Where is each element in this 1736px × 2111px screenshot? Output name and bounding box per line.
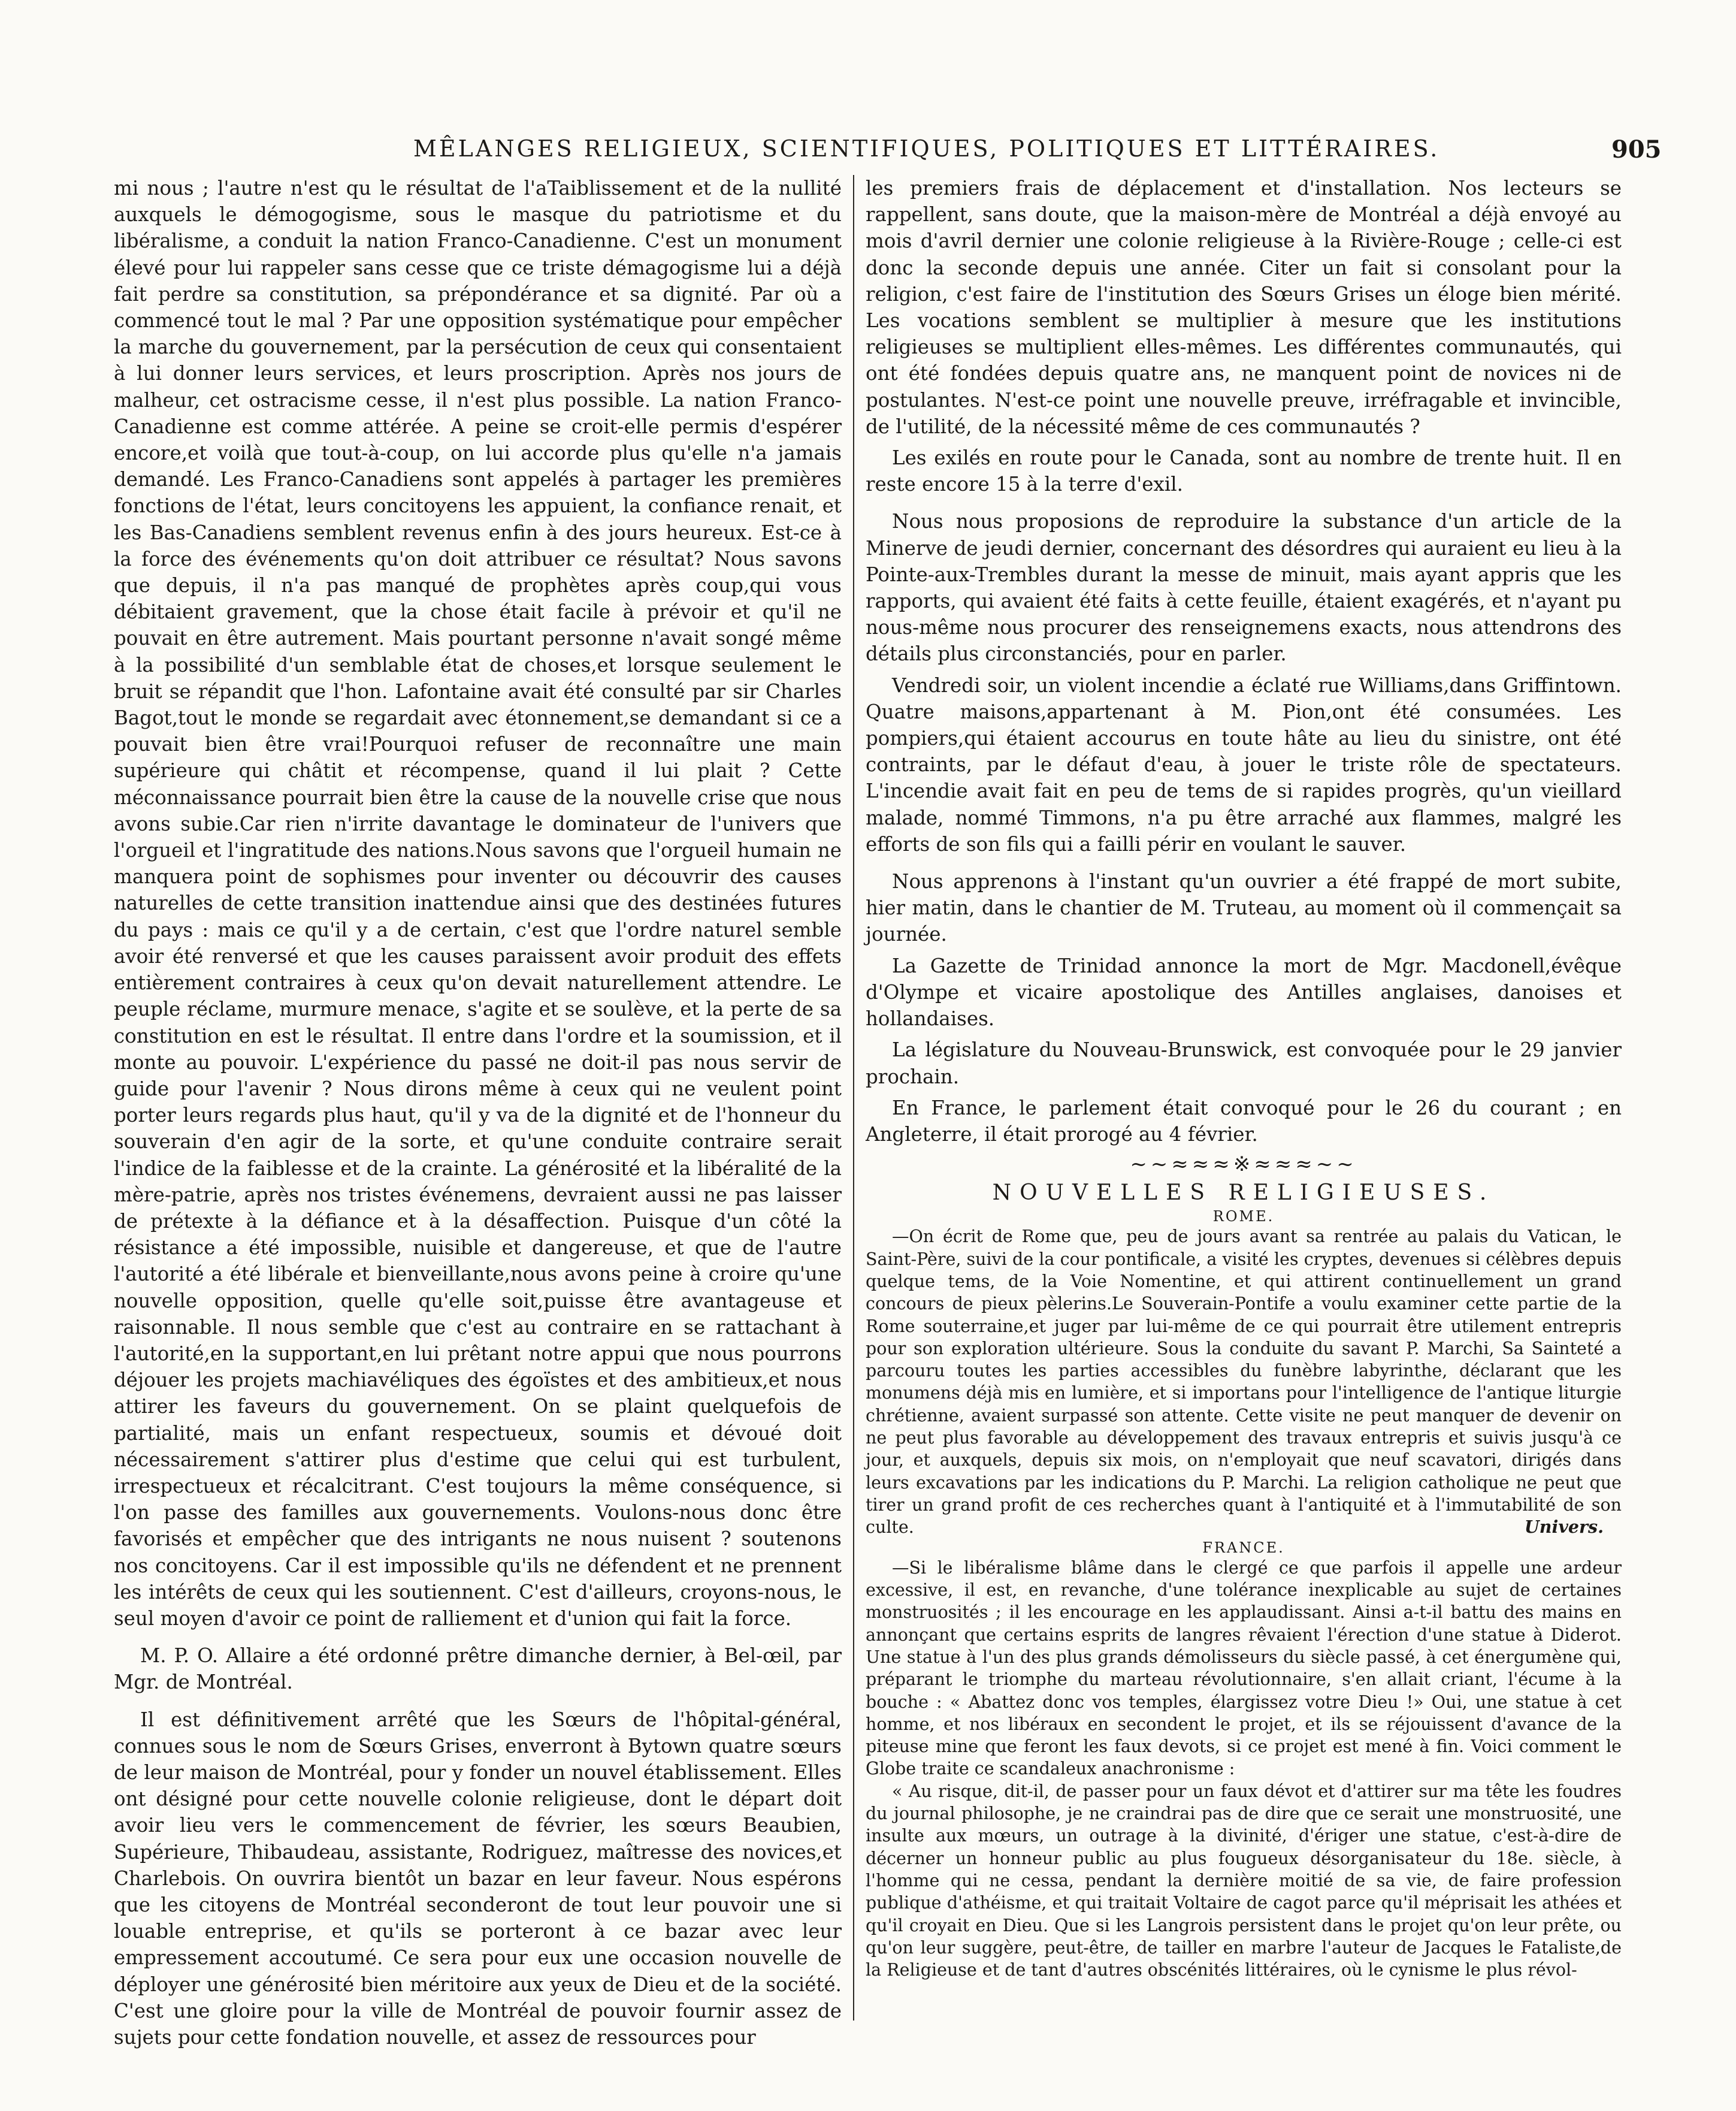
article-paragraph: La législature du Nouveau-Brunswick, est convoquée pour le 29 janvier prochain.	[866, 1038, 1622, 1088]
source-signature: Univers.	[1524, 1517, 1604, 1538]
article-paragraph: Les exilés en route pour le Canada, sont au nombre de trente huit. Il en reste encore 15 à la terre d'exil.	[866, 446, 1622, 496]
article-paragraph: Vendredi soir, un violent incendie a éclaté rue Williams,dans Griffintown. Quatre maisons,appartenant à M. Pion,ont été consumées. Les pompiers,qui étaient accourus en toute hâte au lieu du sinistre, ont été contraints, par le défaut d'eau, à jouer le triste rôle de spectateurs. L'incendie avait fait en peu de tems de si rapides progrès, qu'un vieillard malade, nommé Timmons, n'a pu être arraché aux flammes, malgré les efforts de son fils qui a failli périr en voulant le sauver.	[866, 674, 1622, 856]
ornament-divider: ~~≈≈≈※≈≈≈~~	[1130, 1152, 1357, 1177]
news-france-text: —Si le libéralisme blâme dans le clergé ce que parfois il appelle une ardeur excessive, il est, en revanche, d'une tolérance inexplicable au sujet de certaines monstruosités ; il les encourage en les applaudissant. Ainsi a-t-il battu des mains en annonçant que certains esprits de langres rêvaient l'érection d'une statue à Diderot. Une statue à l'un des plus grands démolisseurs du siècle passé, à cet énergumène qui, préparant le triomphe du marteau révolutionnaire, s'en allait criant, l'écume à la bouche : « Abattez donc vos temples, élargissez votre Dieu !» Oui, une statue à cet homme, et nos libéraux en secondent le projet, et ils se réjouissent d'avance de la piteuse mine que feront les faux devots, si ce projet est mené à fin. Voici comment le Globe traite ce scandaleux anachronisme :	[866, 1557, 1622, 1779]
column-rule	[853, 175, 854, 2021]
right-column	[866, 175, 1622, 1981]
article-paragraph: Nous apprenons à l'instant qu'un ouvrier a été frappé de mort subite, hier matin, dans le chantier de M. Truteau, au moment où il commençait sa journée.	[866, 870, 1622, 946]
news-france-quote: « Au risque, dit-il, de passer pour un faux dévot et d'attirer sur ma tête les foudres du journal philosophe, je ne craindrai pas de dire que ce serait une monstruosité, une insulte aux mœurs, un outrage à la divinité, d'ériger une statue, c'est-à-dire de décerner un honneur public au plus fougueux désorganisateur du 18e. siècle, à l'homme qui ne cessa, pendant la dernière moitié de sa vie, de faire profession publique d'athéisme, et qui traitait Voltaire de cagot parce qu'il méprisait les athées et qu'il croyait en Dieu. Que si les Langrois persistent dans le projet qu'on leur prête, ou qu'on leur suggère, peut-être, de tailler en marbre l'auteur de Jacques le Fataliste,de la Religieuse et de tant d'autres obscénités littéraires, où le cynisme le plus révol-	[866, 1781, 1622, 1980]
news-block	[866, 1207, 1622, 1981]
article-paragraph: mi nous ; l'autre n'est qu le résultat de l'aTaiblissement et de la nullité auxquels le démogogisme, sous le masque du patriotisme et du libéralisme, a conduit la nation Franco-Canadienne. C'est un monument élevé pour lui rappeler sans cesse que ce triste démagogisme lui a déjà fait perdre sa constitution, sa prépondérance et sa dignité. Par où a commencé tout le mal ? Par une opposition systématique pour empêcher la marche du gouvernement, par la persécution de ceux qui consentaient à lui donner leurs services, et leurs proscription. Après nos jours de malheur, cet ostracisme cesse, il n'est plus possible. La nation Franco-Canadienne est comme attérée. A peine se croit-elle permis d'espérer encore,et voilà que tout-à-coup, on lui accorde plus qu'elle n'a jamais demandé. Les Franco-Canadiens sont appelés à partager les premières fonctions de l'état, leurs concitoyens les appuient, la confiance renait, et les Bas-Canadiens semblent revenus enfin à des jours heureux. Est-ce à la force des événements qu'on doit attribuer ce résultat? Nous savons que depuis, il n'a pas manqué de prophètes après coup,qui vous débitaient gravement, que la chose était facile à prévoir et qu'il ne pouvait en être autrement. Mais pourtant personne n'avait songé même à la possibilité d'un semblable état de choses,et lorsque seulement le bruit se répandit que l'hon. Lafontaine avait été consulté par sir Charles Bagot,tout le monde se regardait avec étonnement,se demandant si ce a pouvait bien être vrai!Pourquoi refuser de reconnaître une main supérieure qui châtit et récompense, quand il lui plait ? Cette méconnaissance pourrait bien être la cause de la nouvelle crise que nous avons subie.Car rien n'irrite davantage le dominateur de l'univers que l'orgueil et l'ingratitude des nations.Nous savons que l'orgueil humain ne manquera point de sophismes pour inventer ou découvrir des causes naturelles de cette transition inattendue ainsi que des destinées futures du pays : mais ce qu'il y a de certain, c'est que l'ordre naturel semble avoir été renversé et que les causes paraissent avoir produit des effets entièrement contraires à ceux qu'on devait naturellement attendre. Le peuple réclame, murmure menace, s'agite et se soulève, et la perte de sa constitution en est le résultat. Il entre dans l'ordre et la soumission, et il monte au pouvoir. L'expérience du passé ne doit-il pas nous servir de guide pour l'avenir ? Nous dirons même à ceux qui ne veulent point porter leurs regards plus haut, qu'il y va de la dignité et de l'honneur du souverain d'en agir de la sorte, et qu'une conduite contraire serait l'indice de la faiblesse et de la crainte. La générosité et la libéralité de la mère-patrie, après nos tristes événemens, devraient aussi ne pas laisser de prétexte à la défiance et à la désaffection. Puisque d'un côté la résistance a été impossible, nuisible et dangereuse, et que de l'autre l'autorité a été libérale et bienveillante,nous avons peine à croire qu'une nouvelle opposition, quelle qu'elle soit,puisse être avantageuse et raisonnable. Il nous semble que c'est au contraire en se rattachant à l'autorité,en la supportant,en lui prêtant notre appui que nous pourrons déjouer les projets machiavéliques des égoïstes et des ambitieux,et nous attirer les faveurs du gouvernement. On se plaint quelquefois de partialité, mais un enfant respectueux, soumis et dévoué doit nécessairement s'attirer plus d'estime que celui qui est turbulent, irrespectueux et récalcitrant. C'est toujours la même conséquence, si l'on passe des familles aux gouvernements. Voulons-nous donc être favorisés et empêcher que des intrigants ne nous nuisent ? soutenons nos concitoyens. Car il est impossible qu'ils ne défendent et ne prennent les intérêts de ceux qui les soutiennent. C'est d'ailleurs, croyons-nous, le seul moyen d'avoir ce point de ralliement et d'union qui fait la force.	[114, 177, 842, 1630]
running-title: MÊLANGES RELIGIEUX, SCIENTIFIQUES, POLITIQUES ET LITTÉRAIRES.	[413, 135, 1440, 162]
section-title: NOUVELLES RELIGIEUSES.	[992, 1180, 1495, 1206]
article-paragraph: Il est définitivement arrêté que les Sœurs de l'hôpital-général, connues sous le nom de Sœurs Grises, enverront à Bytown quatre sœurs de leur maison de Montréal, pour y fonder un nouvel établissement. Elles ont désigné pour cette nouvelle colonie religieuse, dont le départ doit avoir lieu vers le commencement de février, les sœurs Beaubien, Supérieure, Thibaudeau, assistante, Rodriguez, maîtresse des novices,et Charlebois. On ouvrira bientôt un bazar en leur faveur. Nous espérons que les citoyens de Montréal seconderont de tout leur pouvoir une si louable entreprise, et qu'ils se porteront à ce bazar avec leur empressement accoutumé. Ce sera pour eux une occasion nouvelle de déployer une générosité bien méritoire aux yeux de Dieu et de la société. C'est une gloire pour la ville de Montréal de pouvoir fournir assez de sujets pour cette fondation nouvelle, et assez de ressources pour	[114, 1708, 842, 2049]
subheading-rome: ROME.	[1212, 1208, 1275, 1225]
news-rome-text: —On écrit de Rome que, peu de jours avant sa rentrée au palais du Vatican, le Saint-Père, suivi de la cour pontificale, a visité les cryptes, devenues si célèbres depuis quelque tems, de la Voie Nomentine, et qui attirent continuellement un grand concours de pieux pèlerins.Le Souverain-Pontife a voulu examiner cette partie de la Rome souterraine,et juger par lui-même de ce qui pourrait être utilement entrepris pour son exploration ultérieure. Sous la conduite du savant P. Marchi, Sa Sainteté a parcouru toutes les parties accessibles du funèbre labyrinthe, déclarant que les monumens déjà mis en lumière, et si importans pour l'intelligence de l'antique liturgie chrétienne, avaient surpassé son attente. Cette visite ne peut manquer de devenir on ne peut plus favorable au développement des travaux entrepris et suivis jusqu'à ce jour, et auxquels, depuis six mois, on n'employait que neuf scavatori, dirigés dans leurs excavations par les indications du P. Marchi. La religion catholique ne peut que tirer un grand profit de ces recherches quant à l'antiquité et à l'immutabilité de son culte.	[866, 1227, 1622, 1538]
article-paragraph: La Gazette de Trinidad annonce la mort de Mgr. Macdonell,évêque d'Olympe et vicaire apostolique des Antilles anglaises, danoises et hollandaises.	[866, 954, 1622, 1031]
page-number: 905	[1611, 135, 1662, 164]
subheading-france: FRANCE.	[1202, 1539, 1285, 1556]
article-paragraph: les premiers frais de déplacement et d'installation. Nos lecteurs se rappellent, sans doute, que la maison-mère de Montréal a déjà envoyé au mois d'avril dernier une colonie religieuse à la Rivière-Rouge ; celle-ci est donc la seconde depuis une année. Citer un fait si consolant pour la religion, c'est faire de l'institution des Sœurs Grises un éloge bien mérité. Les vocations semblent se multiplier à mesure que les institutions religieuses se multiplient elles-mêmes. Les différentes communautés, qui ont été fondées depuis quatre ans, ne manquent point de novices ni de postulantes. N'est-ce point une nouvelle preuve, irréfragable et invincible, de l'utilité, de la nécessité même de ces communautés ?	[866, 177, 1622, 438]
article-paragraph: En France, le parlement était convoqué pour le 26 du courant ; en Angleterre, il était prorogé au 4 février.	[866, 1096, 1622, 1146]
left-column	[114, 175, 842, 2055]
article-paragraph: Nous nous proposions de reproduire la substance d'un article de la Minerve de jeudi dernier, concernant des désordres qui auraient eu lieu à la Pointe-aux-Trembles durant la messe de minuit, mais ayant appris que les rapports, qui avaient été faits à cette feuille, étaient exagérés, et n'ayant pu nous-même nous procurer des renseignemens exacts, nous attendrons des détails plus circonstanciés, pour en parler.	[866, 510, 1622, 666]
article-paragraph: M. P. O. Allaire a été ordonné prêtre dimanche dernier, à Bel-œil, par Mgr. de Montréal.	[114, 1644, 842, 1694]
